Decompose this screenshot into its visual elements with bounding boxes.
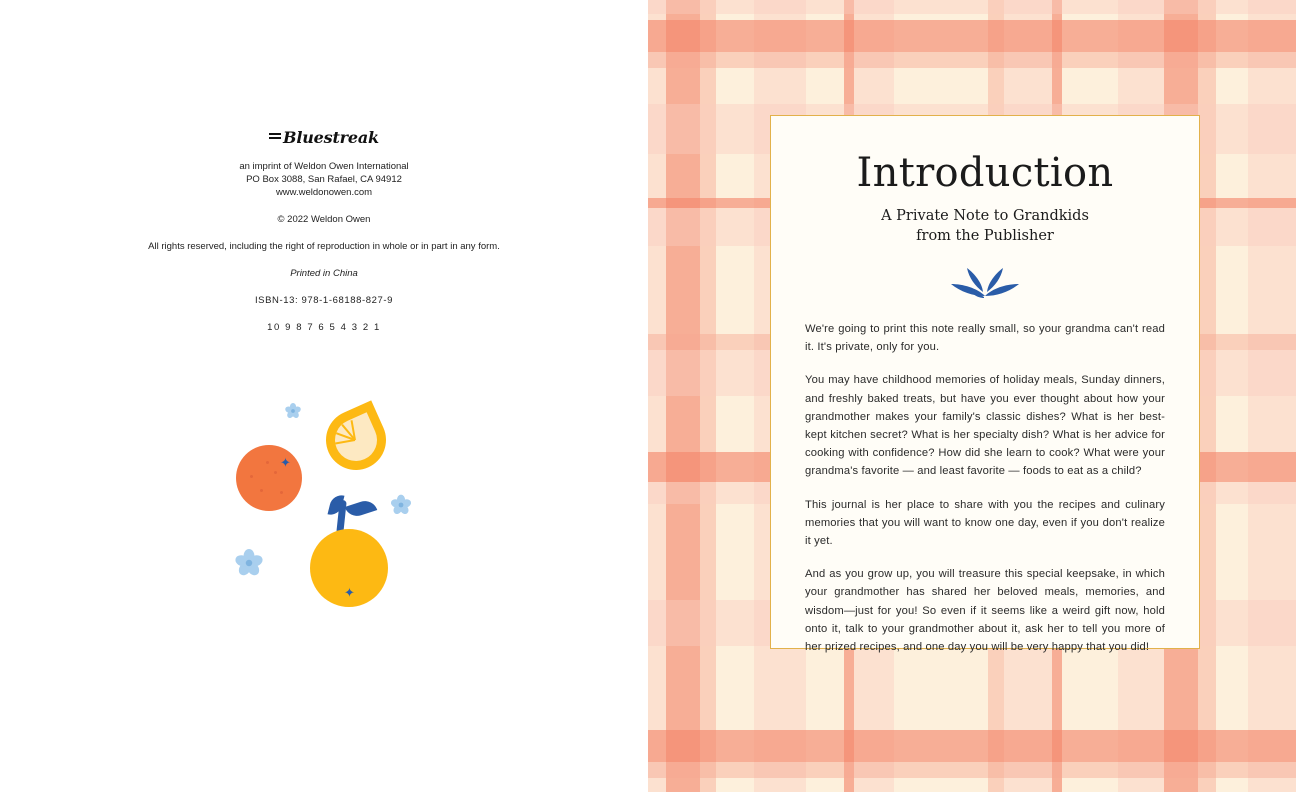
citrus-and-flowers-illustration (218, 390, 458, 630)
introduction-body (805, 320, 1165, 656)
subtitle-line-1: A Private Note to Grandkids (881, 208, 1089, 224)
page-subtitle (805, 206, 1165, 246)
copyright-notice: © 2022 Weldon Owen (277, 214, 371, 225)
blue-flower-icon (235, 549, 263, 577)
bluestreak-logo: Bluestreak (269, 128, 379, 147)
imprint-line-2: PO Box 3088, San Rafael, CA 94912 (246, 174, 402, 185)
paragraph: And as you grow up, you will treasure this special keepsake, in which your grandmother has shared her beloved meals, memories, and wisdom—just for you! So even if it seems like a weird gift now, hold onto it, talk to your grandmother about it, ask her to tell you more of her prized recipes, and one day you will be very happy that you did! (805, 568, 1165, 654)
rights-reserved-text: All rights reserved, including the right of reproduction in whole or in part in any form. (148, 241, 500, 252)
sparkle-icon: ✦ (280, 455, 291, 470)
isbn-text: ISBN-13: 978-1-68188-827-9 (254, 295, 394, 306)
printed-in-text: Printed in China (290, 268, 358, 279)
paragraph: You may have childhood memories of holiday meals, Sunday dinners, and freshly baked treats, but have you ever thought about how your grandmother makes your family's classic dishes? What is her best-kept kitchen secret? What is her specialty dish? What is her advice for cooking with confidence? How did she learn to cook? What were your grandma's favorite — and least favorite — foods to eat as a child? (805, 374, 1165, 478)
page-title: Introduction (856, 150, 1114, 196)
sparkle-icon: ✦ (344, 585, 355, 600)
leaf-sprig-icon (805, 262, 1165, 304)
right-page-introduction (648, 0, 1296, 792)
paragraph: We're going to print this note really small, so your grandma can't read it. It's private, only for you. (805, 323, 1165, 354)
orange-fruit-icon (236, 445, 302, 511)
imprint-line-1: an imprint of Weldon Owen International (239, 161, 409, 172)
paragraph: This journal is her place to share with you the recipes and culinary memories that you will want to know one day, even if you don't realize it yet. (805, 498, 1165, 548)
orange-slice-icon (326, 410, 386, 470)
print-number-line: 10 9 8 7 6 5 4 3 2 1 (267, 322, 381, 333)
introduction-card (770, 115, 1200, 654)
imprint-website: www.weldonowen.com (275, 187, 373, 198)
copyright-block (0, 128, 648, 334)
subtitle-line-2: from the Publisher (916, 228, 1054, 244)
leaf-icon (345, 498, 378, 520)
blue-flower-icon (391, 495, 412, 516)
blue-flower-icon (285, 403, 301, 419)
